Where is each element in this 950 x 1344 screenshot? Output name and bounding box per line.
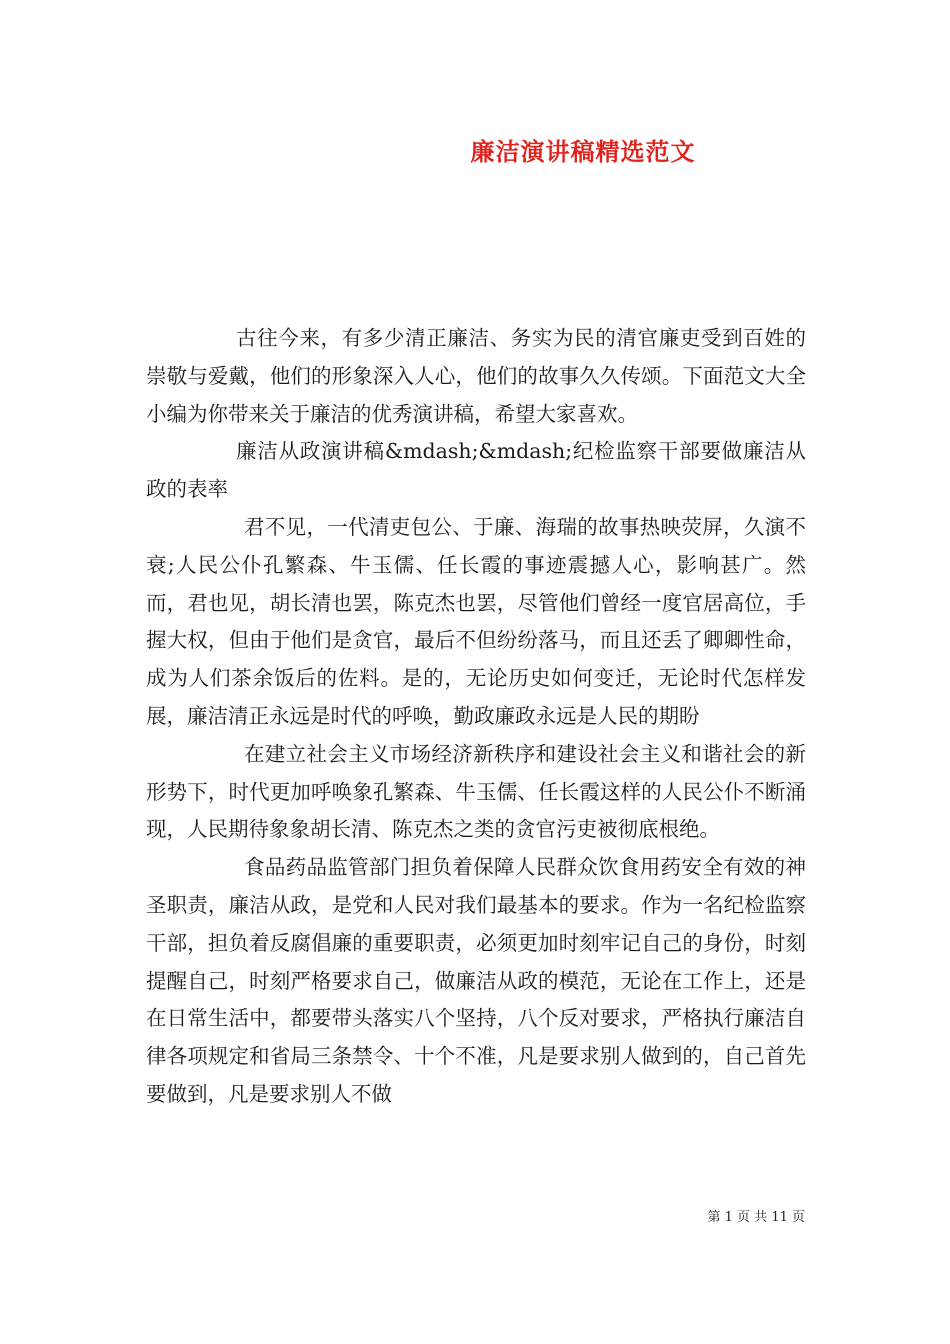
document-body	[146, 320, 806, 1114]
paragraph-history: 君不见，一代清吏包公、于廉、海瑞的故事热映荧屏，久演不衰;人民公仆孔繁森、牛玉儒、任长霞的事迹震撼人心，影响甚广。然而，君也见，胡长清也罢，陈克杰也罢，尽管他们曾经一度官居高位，手握大权，但由于他们是贪官，最后不但纷纷落马，而且还丢了卿卿性命，成为人们茶余饭后的佐料。是的，无论历史如何变迁，无论时代怎样发展，廉洁清正永远是时代的呼唤，勤政廉政永远是人民的期盼	[146, 514, 806, 728]
paragraph-new-situation: 在建立社会主义市场经济新秩序和建设社会主义和谐社会的新形势下，时代更加呼唤象孔繁森、牛玉儒、任长霞这样的人民公仆不断涌现，人民期待象象胡长清、陈克杰之类的贪官污吏被彻底根绝。	[146, 741, 806, 842]
paragraph-heading: 廉洁从政演讲稿&mdash;&mdash;纪检监察干部要做廉洁从政的表率	[146, 439, 806, 502]
paragraph-intro: 古往今来，有多少清正廉洁、务实为民的清官廉吏受到百姓的崇敬与爱戴，他们的形象深入人心，他们的故事久久传颂。下面范文大全小编为你带来关于廉洁的优秀演讲稿，希望大家喜欢。	[146, 326, 806, 426]
document-title: 廉洁演讲稿精选范文	[470, 137, 696, 166]
paragraph-duty: 食品药品监管部门担负着保障人民群众饮食用药安全有效的神圣职责，廉洁从政，是党和人民对我们最基本的要求。作为一名纪检监察干部，担负着反腐倡廉的重要职责，必须更加时刻牢记自己的身份，时刻提醒自己，时刻严格要求自己，做廉洁从政的模范，无论在工作上，还是在日常生活中，都要带头落实八个坚持，八个反对要求，严格执行廉洁自律各项规定和省局三条禁令、十个不准，凡是要求别人做到的，自己首先要做到，凡是要求别人不做	[146, 855, 806, 1106]
page-number: 第 1 页 共 11 页	[707, 1210, 805, 1225]
